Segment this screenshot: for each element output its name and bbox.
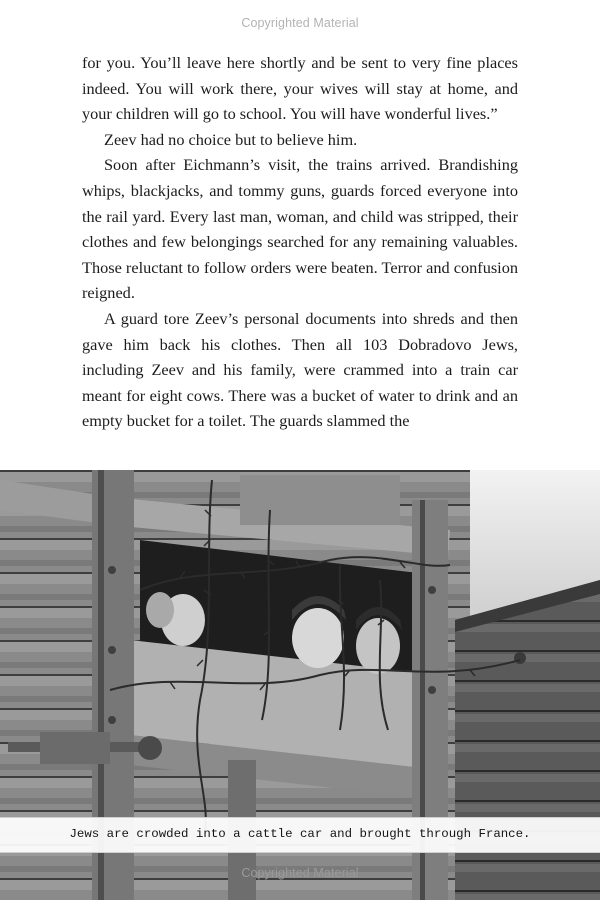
paragraph: Soon after Eichmann’s visit, the trains arrived. Brandishing whips, blackjacks, and tommy guns, guards forced everyone into the rail yard. Every last man, woman, and child was stripped, their clothes and few belongings searched for any remaining valuables. Those reluctant to follow orders were beaten. Terror and confusion reigned. <box>82 155 518 303</box>
photo-caption-bar <box>0 817 600 853</box>
paragraph: A guard tore Zeev’s personal documents into shreds and then gave him back his clothes. Then all 103 Dobradovo Jews, including Zeev and his family, were crammed into a train car meant for eight cows. There was a bucket of water to drink and an empty bucket for a toilet. The guards slammed the <box>82 308 518 431</box>
copyright-watermark-top: Copyrighted Material <box>241 16 359 30</box>
paragraph: Zeev had no choice but to believe him. <box>104 129 358 149</box>
paragraph: for you. You’ll leave here shortly and be sent to very fine places indeed. You will work there, your wives will stay at home, and your children will go to school. You will have wonderful lives.” <box>82 53 518 124</box>
copyright-watermark-bottom: Copyrighted Material <box>241 866 359 880</box>
body-text <box>82 50 518 434</box>
photo-caption: Jews are crowded into a cattle car and brought through France. <box>69 827 531 841</box>
